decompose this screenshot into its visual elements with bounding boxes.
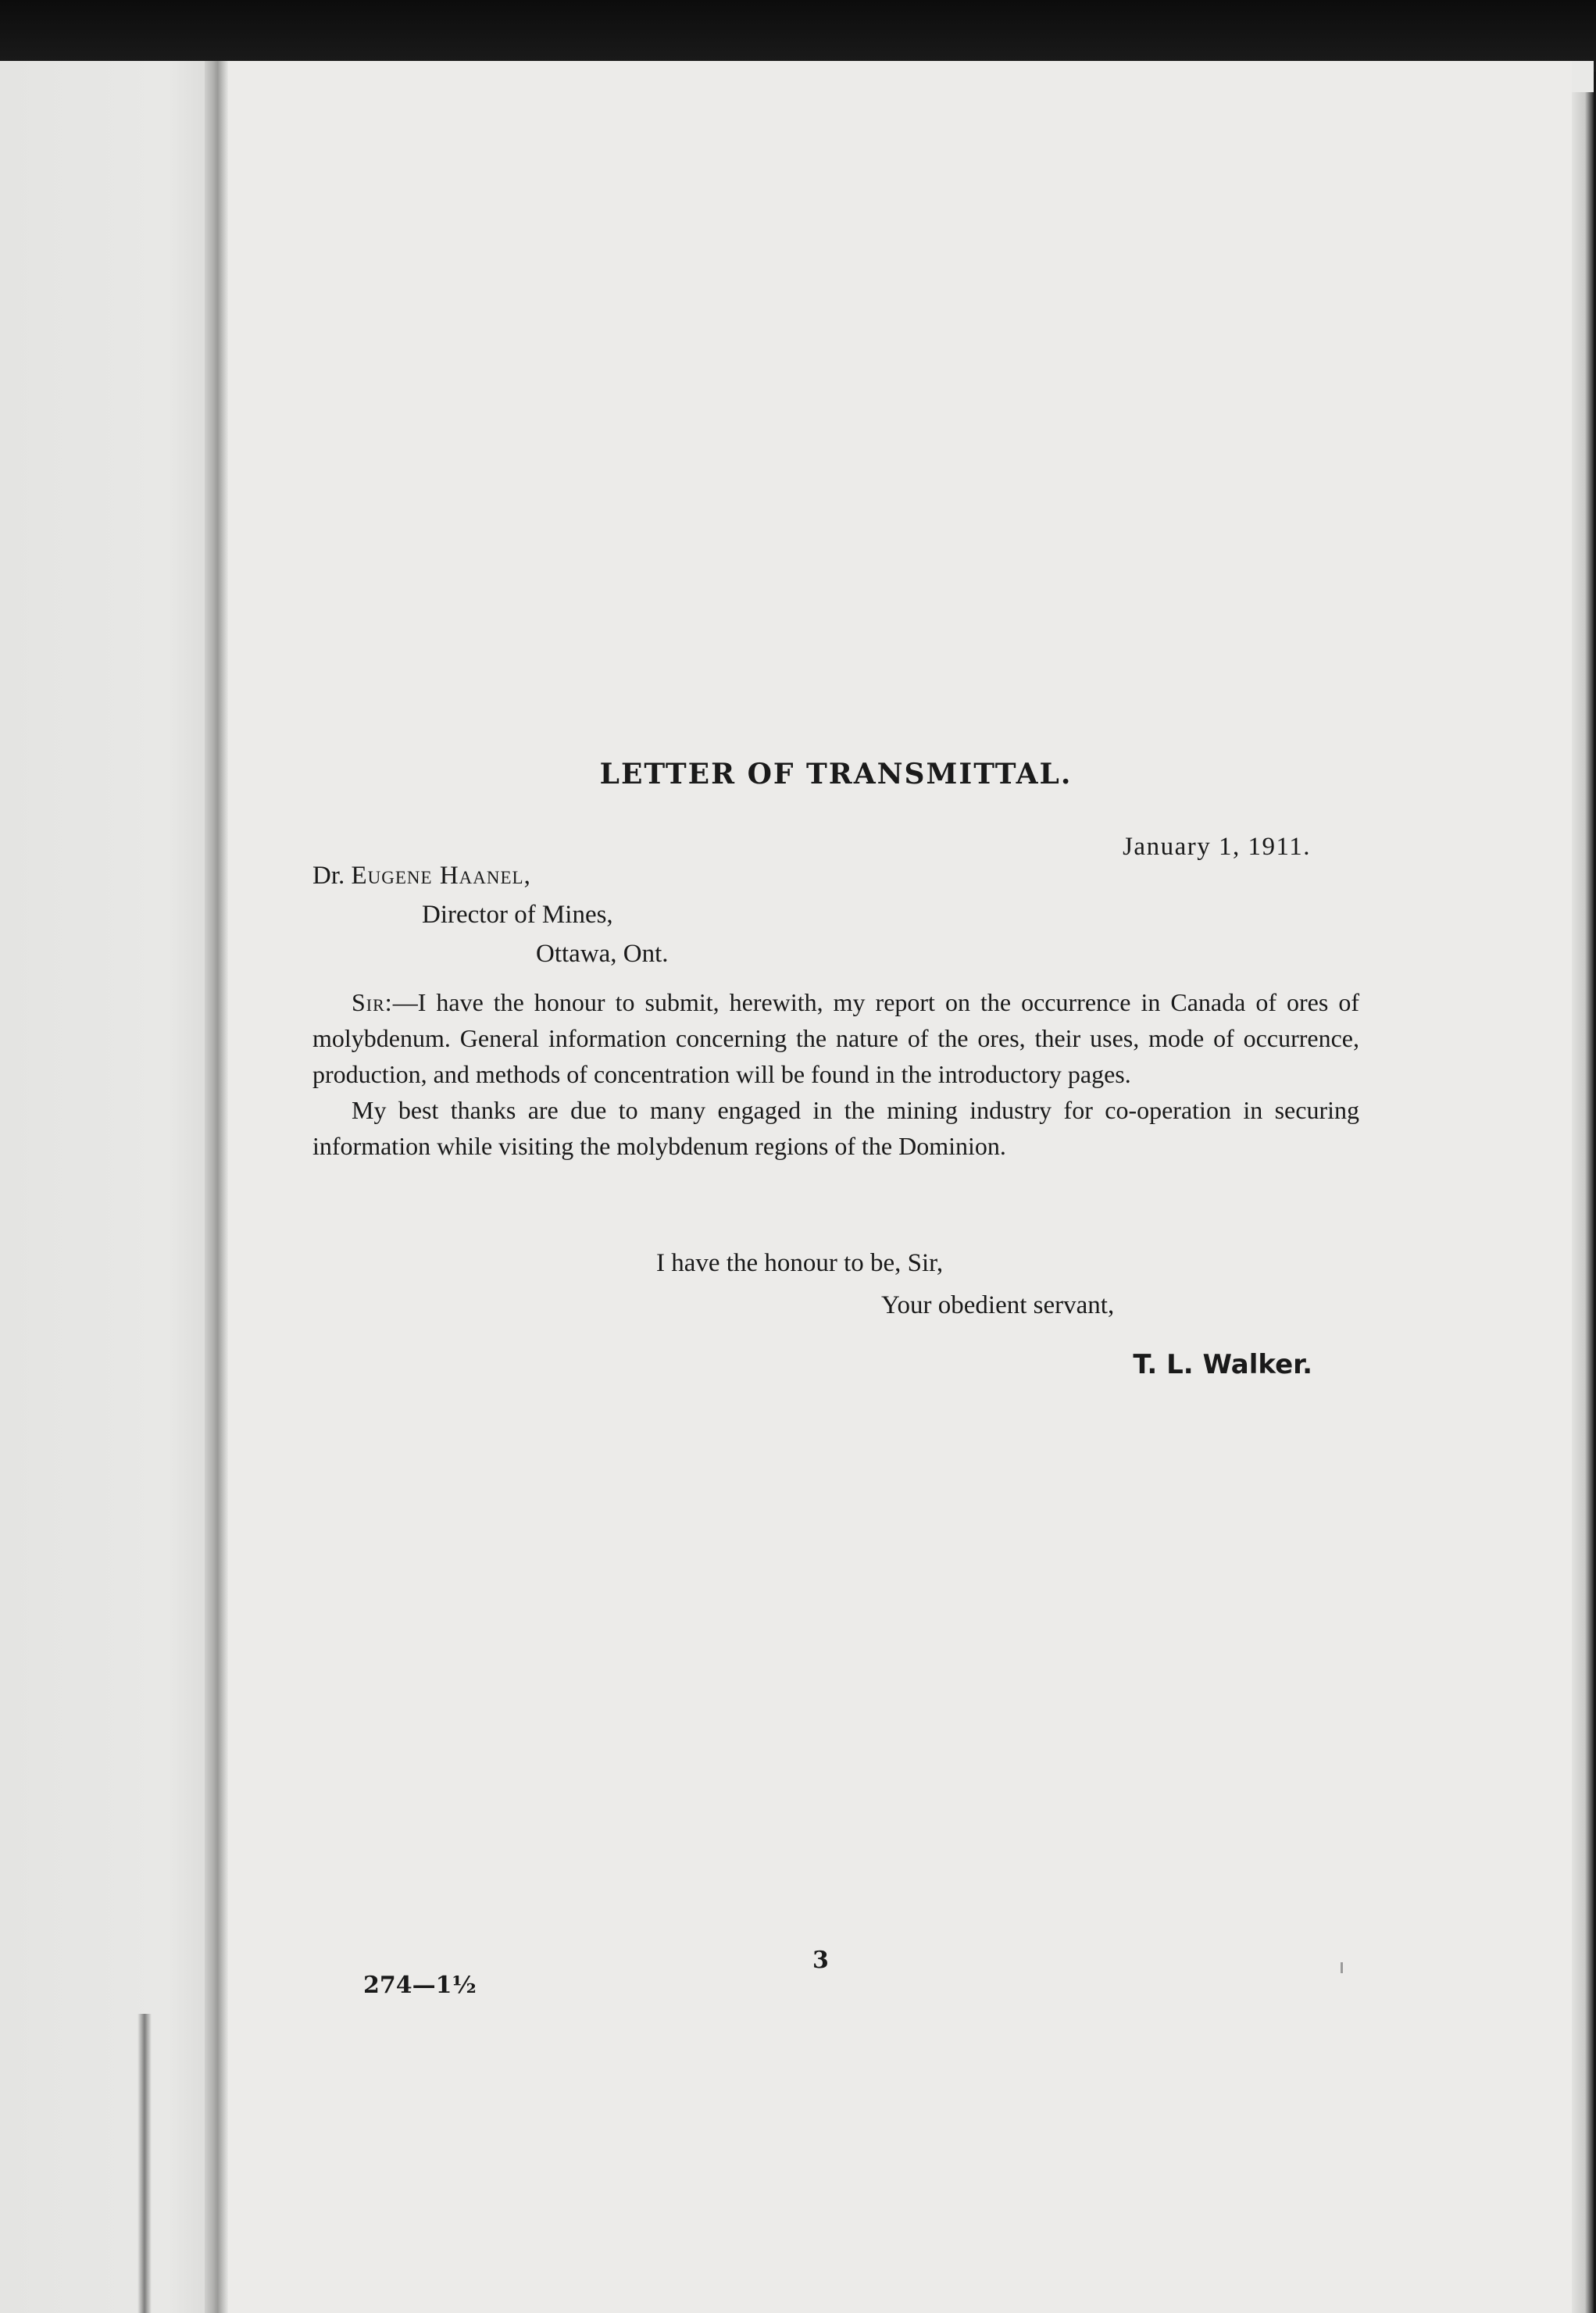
paragraph-1: [312, 984, 1359, 1092]
recipient-address: [312, 856, 1016, 973]
salutation: Sir:: [352, 988, 393, 1016]
page-edge-shadow: [1572, 92, 1594, 2313]
page-number: 3: [812, 1947, 829, 1974]
recipient-name: Eugene Haanel,: [351, 862, 531, 890]
left-page-leaf: [0, 61, 209, 2313]
closing-line-1: I have the honour to be, Sir,: [656, 1249, 944, 1277]
gutter-shadow: [137, 2014, 152, 2313]
signature: T. L. Walker.: [1133, 1349, 1312, 1380]
recipient-position: Director of Mines,: [422, 901, 613, 929]
printer-signature-mark: 274—1½: [363, 1972, 477, 1999]
book-gutter: [205, 61, 228, 2313]
scan-speck: [1341, 1962, 1343, 1973]
letter-paragraphs: [312, 984, 1359, 1164]
recipient-name-line: [312, 856, 1016, 895]
recipient-location: Ottawa, Ont.: [536, 940, 669, 968]
closing-line-2: Your obedient servant,: [881, 1291, 1115, 1319]
paragraph-2-text: My best thanks are due to many engaged in the mining industry for co-operation in securing information while visiting the molybdenum regions of the Dominion.: [312, 1096, 1359, 1160]
book-spread: [0, 61, 1594, 2313]
paragraph-2: [312, 1092, 1359, 1164]
letter-closing: [312, 1242, 1359, 1326]
paragraph-1-text: —I have the honour to submit, herewith, my report on the occurrence in Canada of ores of molybdenum. General information concerning the nature of the ores, their uses, mode of occurrence, production, and methods of concentration will be found in the introductory pages.: [312, 988, 1359, 1088]
letter-title: LETTER OF TRANSMITTAL.: [599, 758, 1073, 791]
letter-date: January 1, 1911.: [1123, 833, 1311, 861]
recipient-prefix: Dr.: [312, 862, 352, 890]
